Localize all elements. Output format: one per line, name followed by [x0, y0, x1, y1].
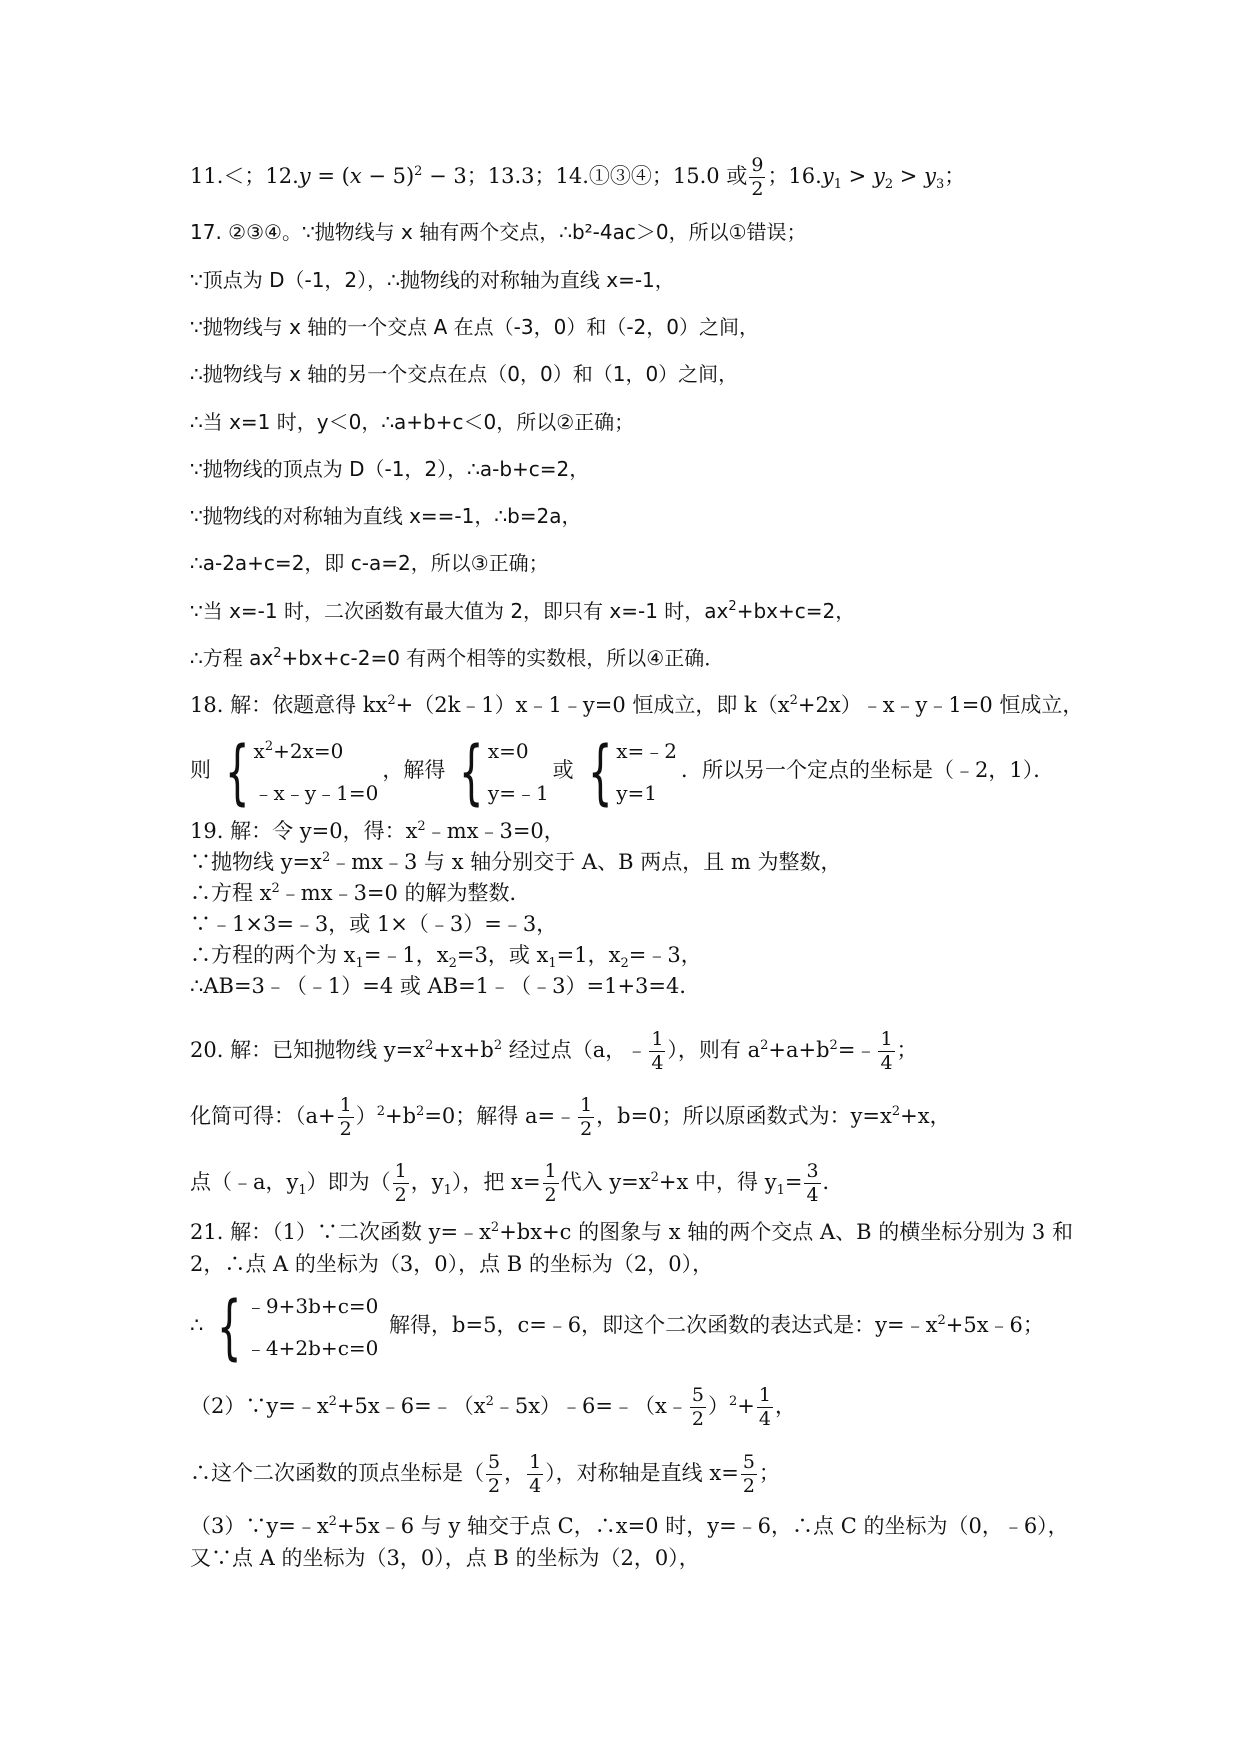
- system-row: x=0: [487, 738, 529, 763]
- numerator: 5: [742, 1451, 755, 1473]
- exponent: 2: [493, 1038, 503, 1053]
- denominator: 4: [651, 1052, 664, 1074]
- text: +bx+c 的图象与 x 轴的两个交点 A、B 的横坐标分别为 3 和: [499, 1220, 1073, 1244]
- subscript: 1: [776, 1183, 785, 1198]
- subscript: 1: [443, 1183, 452, 1198]
- text: 点（﹣a，y: [190, 1170, 299, 1194]
- exponent: 2: [328, 1394, 337, 1409]
- answer-21-line-2: 2，∴点 A 的坐标为（3，0），点 B 的坐标为（2，0），: [190, 1252, 714, 1276]
- denominator: 2: [394, 1184, 407, 1206]
- system-row: ﹣x﹣y﹣1=0: [253, 780, 379, 805]
- text: >: [893, 164, 925, 188]
- brace-icon: {: [459, 730, 484, 813]
- var: y: [924, 164, 936, 188]
- text: ∴这个二次函数的顶点坐标是（: [190, 1461, 484, 1485]
- numerator: 3: [806, 1160, 819, 1182]
- text: ）即为（: [306, 1170, 391, 1194]
- answer-17-line-6: ∵抛物线的顶点为 D（-1，2），∴a-b+c=2，: [190, 457, 590, 481]
- answer-19-line-4: ∵﹣1×3=﹣3，或 1×（﹣3）=﹣3，: [190, 912, 558, 936]
- denominator: 2: [544, 1184, 557, 1206]
- denominator: 4: [806, 1184, 819, 1206]
- fraction: [527, 1453, 543, 1496]
- denominator: 4: [529, 1475, 542, 1497]
- text: （2）∵y=﹣x: [190, 1394, 329, 1418]
- subscript: 1: [833, 177, 842, 192]
- answer-21-line-3: [190, 1285, 1044, 1368]
- exponent: 2: [264, 738, 274, 754]
- text: +bx+c=2，: [736, 599, 856, 623]
- fraction: [393, 1162, 409, 1205]
- text: ﹣mx﹣3 与 x 轴分别交于 A、B 两点，且 m 为整数，: [330, 850, 842, 874]
- text: ∴方程的两个为 x: [190, 943, 356, 967]
- text: = (: [310, 164, 350, 188]
- text: ）: [355, 1104, 377, 1128]
- text: （3）∵y=﹣x: [190, 1514, 329, 1538]
- text: 11.＜；12.: [190, 164, 299, 188]
- fraction: [543, 1162, 559, 1205]
- text: ，解得: [382, 758, 446, 782]
- text: ；: [896, 1038, 918, 1062]
- subscript: 1: [548, 956, 557, 971]
- exponent: 2: [728, 1394, 738, 1409]
- brace-icon: {: [225, 730, 250, 813]
- fraction: [749, 156, 765, 199]
- text: +bx+c-2=0 有两个相等的实数根，所以④正确．: [281, 646, 725, 670]
- numerator: 5: [691, 1384, 704, 1406]
- text: 代入 y=x: [560, 1170, 651, 1194]
- text: 化简可得：（a+: [190, 1104, 336, 1128]
- fraction: [878, 1030, 894, 1073]
- text: ，y: [410, 1170, 444, 1194]
- numerator: 1: [758, 1384, 771, 1406]
- numerator: 9: [751, 154, 764, 176]
- numerator: 1: [880, 1028, 893, 1050]
- text: ﹣mx﹣3=0 的解为整数．: [279, 881, 531, 905]
- answer-17-line-10: [190, 643, 724, 673]
- text: 解得，b=5，c=﹣6，即这个二次函数的表达式是：y=﹣x: [382, 1313, 938, 1337]
- exponent: 2: [417, 819, 426, 834]
- system-row: [254, 738, 379, 764]
- text: =﹣3，: [628, 943, 702, 967]
- exponent: 2: [273, 646, 282, 661]
- answer-17-line-1: 17. ②③④。∵抛物线与 x 轴有两个交点，∴b²-4ac＞0，所以①错误；: [190, 220, 807, 244]
- var: y: [821, 164, 834, 188]
- answer-21-line-7: 又∵点 A 的坐标为（3，0），点 B 的坐标为（2，0），: [190, 1546, 700, 1570]
- answer-21-line-6: [190, 1511, 1069, 1541]
- text: ），对称轴是直线 x=: [545, 1461, 739, 1485]
- text: ；: [944, 164, 966, 188]
- answer-17-line-8: ∴a-2a+c=2，即 c-a=2，所以③正确；: [190, 551, 549, 575]
- text: +5x﹣6；: [945, 1313, 1044, 1337]
- answer-20-line-3: [190, 1162, 844, 1205]
- system-row: x=﹣2: [616, 738, 677, 763]
- subscript: 3: [935, 177, 945, 192]
- exponent: 2: [416, 1104, 425, 1119]
- answer-19-line-2: [190, 847, 841, 877]
- exponent: 2: [485, 1394, 494, 1409]
- exponent: 2: [414, 164, 423, 179]
- fraction: [578, 1096, 594, 1139]
- fraction: [649, 1030, 665, 1073]
- subscript: 1: [298, 1183, 307, 1198]
- exponent: 2: [728, 599, 737, 614]
- equation-system: [207, 1285, 379, 1368]
- text: =: [784, 1170, 803, 1194]
- text: +: [737, 1394, 755, 1418]
- fraction: [804, 1162, 820, 1205]
- text: =﹣: [837, 1038, 877, 1062]
- fraction: [741, 1453, 757, 1496]
- text: ∵当 x=-1 时，二次函数有最大值为 2，即只有 x=-1 时，ax: [190, 599, 729, 623]
- answer-21-line-4: [190, 1386, 796, 1429]
- exponent: 2: [387, 693, 396, 708]
- text: +x+b: [433, 1038, 494, 1062]
- system-row: ﹣9+3b+c=0: [245, 1293, 379, 1318]
- numerator: 1: [529, 1451, 542, 1473]
- solution-system-2: [578, 730, 677, 813]
- answer-19-line-3: [190, 878, 531, 908]
- text: +5x﹣6 与 y 轴交于点 C，∴x=0 时，y=﹣6，∴点 C 的坐标为（0，﹣6），: [336, 1514, 1069, 1538]
- denominator: 2: [580, 1118, 593, 1140]
- numerator: 1: [651, 1028, 664, 1050]
- text: =1，x: [556, 943, 621, 967]
- text: ）: [707, 1394, 729, 1418]
- text: ﹣5x）﹣6=﹣（x﹣: [493, 1394, 688, 1418]
- answer-19-line-5: [190, 940, 702, 970]
- denominator: 2: [339, 1118, 352, 1140]
- text: +x 中，得 y: [658, 1170, 777, 1194]
- exponent: 2: [650, 1170, 659, 1185]
- equation-system: [215, 730, 379, 813]
- answer-19-line-1: [190, 816, 565, 846]
- exponent: 2: [490, 1220, 500, 1235]
- text: +2x）﹣x﹣y﹣1=0 恒成立，: [797, 693, 1084, 717]
- system-row: ﹣4+2b+c=0: [245, 1335, 379, 1360]
- text: 或: [552, 758, 574, 782]
- text: ∴方程 x: [190, 881, 272, 905]
- exponent: 2: [376, 1104, 385, 1119]
- subscript: 1: [355, 956, 364, 971]
- denominator: 2: [742, 1475, 755, 1497]
- system-row: y=1: [616, 780, 657, 805]
- denominator: 4: [880, 1052, 893, 1074]
- answer-17-line-5: ∴当 x=1 时，y＜0，∴a+b+c＜0，所以②正确；: [190, 410, 635, 434]
- var: y: [872, 164, 885, 188]
- denominator: 2: [691, 1408, 704, 1430]
- system-row: y=﹣1: [487, 780, 549, 805]
- answer-17-line-3: ∵抛物线与 x 轴的一个交点 A 在点（-3，0）和（-2，0）之间，: [190, 315, 760, 339]
- answers-11-16: [190, 156, 965, 199]
- text: ﹣mx﹣3=0，: [425, 819, 565, 843]
- exponent: 2: [760, 1038, 769, 1053]
- exponent: 2: [271, 881, 280, 896]
- denominator: 4: [758, 1408, 771, 1430]
- answer-21-line-1: [190, 1217, 1073, 1247]
- text: ），把 x=: [451, 1170, 541, 1194]
- text: ，: [504, 1461, 526, 1485]
- solution-system-1: [449, 730, 549, 813]
- text: 则: [190, 758, 211, 782]
- answer-18-line-1: [190, 690, 1083, 720]
- numerator: 1: [580, 1094, 593, 1116]
- brace-icon: {: [587, 730, 613, 813]
- text: >: [842, 164, 873, 188]
- text: ∴方程 ax: [190, 646, 274, 670]
- exponent: 2: [891, 1104, 901, 1119]
- exponent: 2: [829, 1038, 838, 1053]
- exponent: 2: [789, 693, 798, 708]
- text: ．所以另一个定点的坐标是（﹣2，1）．: [680, 758, 1055, 782]
- text: =0；解得 a=﹣: [424, 1104, 577, 1128]
- text: +x，: [900, 1104, 951, 1128]
- text: ；16.: [767, 164, 822, 188]
- answer-21-line-5: [190, 1453, 780, 1496]
- text: 18. 解：依题意得 kx: [190, 693, 388, 717]
- brace-icon: {: [217, 1285, 242, 1368]
- exponent: 2: [937, 1313, 946, 1328]
- exponent: 2: [425, 1038, 434, 1053]
- numerator: 1: [339, 1094, 352, 1116]
- text: ），则有 a: [667, 1038, 761, 1062]
- text: 经过点（a，﹣: [502, 1038, 648, 1062]
- text: 19. 解：令 y=0，得：x: [190, 819, 418, 843]
- text: +5x﹣6=﹣（x: [336, 1394, 486, 1418]
- var: x: [349, 164, 362, 188]
- text: ∴: [190, 1313, 204, 1337]
- text: +（2k﹣1）x﹣1﹣y=0 恒成立，即 k（x: [395, 693, 790, 717]
- answer-19-line-6: ∴AB=3﹣（﹣1）=4 或 AB=1﹣（﹣3）=1+3=4．: [190, 974, 701, 998]
- subscript: 2: [884, 177, 894, 192]
- text: =﹣1，x: [363, 943, 449, 967]
- fraction: [338, 1096, 354, 1139]
- text: − 3；13.3；14.①③④；15.0 或: [422, 164, 748, 188]
- text: +a+b: [768, 1038, 830, 1062]
- denominator: 2: [751, 178, 764, 200]
- text: ，: [774, 1394, 796, 1418]
- text: =3，或 x: [456, 943, 549, 967]
- text: +2x=0: [273, 738, 344, 763]
- answer-17-line-7: ∵抛物线的对称轴为直线 x==-1，∴b=2a，: [190, 504, 582, 528]
- text: − 5): [361, 164, 415, 188]
- answer-17-line-4: ∴抛物线与 x 轴的另一个交点在点（0，0）和（1，0）之间，: [190, 362, 739, 386]
- text: x: [253, 738, 265, 763]
- exponent: 2: [321, 850, 331, 865]
- denominator: 2: [488, 1475, 501, 1497]
- fraction: [757, 1386, 773, 1429]
- answer-17-line-9: [190, 596, 855, 626]
- numerator: 1: [544, 1160, 557, 1182]
- subscript: 2: [448, 956, 457, 971]
- text: ．: [822, 1170, 844, 1194]
- text: ∵抛物线 y=x: [190, 850, 322, 874]
- exponent: 2: [328, 1514, 337, 1529]
- subscript: 2: [620, 956, 629, 971]
- fraction: [690, 1386, 706, 1429]
- answer-18-line-2: [190, 730, 1055, 813]
- fraction: [486, 1453, 502, 1496]
- text: 20. 解：已知抛物线 y=x: [190, 1038, 426, 1062]
- numerator: 5: [488, 1451, 501, 1473]
- text: +b: [385, 1104, 417, 1128]
- text: ，b=0；所以原函数式为：y=x: [596, 1104, 892, 1128]
- text: 21. 解：（1）∵二次函数 y=﹣x: [190, 1220, 491, 1244]
- text: ；: [758, 1461, 780, 1485]
- var: y: [298, 164, 311, 188]
- answer-20-line-1: [190, 1030, 918, 1073]
- numerator: 1: [394, 1160, 407, 1182]
- answer-20-line-2: [190, 1096, 951, 1139]
- answer-17-line-2: ∵顶点为 D（-1，2），∴抛物线的对称轴为直线 x=-1，: [190, 268, 675, 292]
